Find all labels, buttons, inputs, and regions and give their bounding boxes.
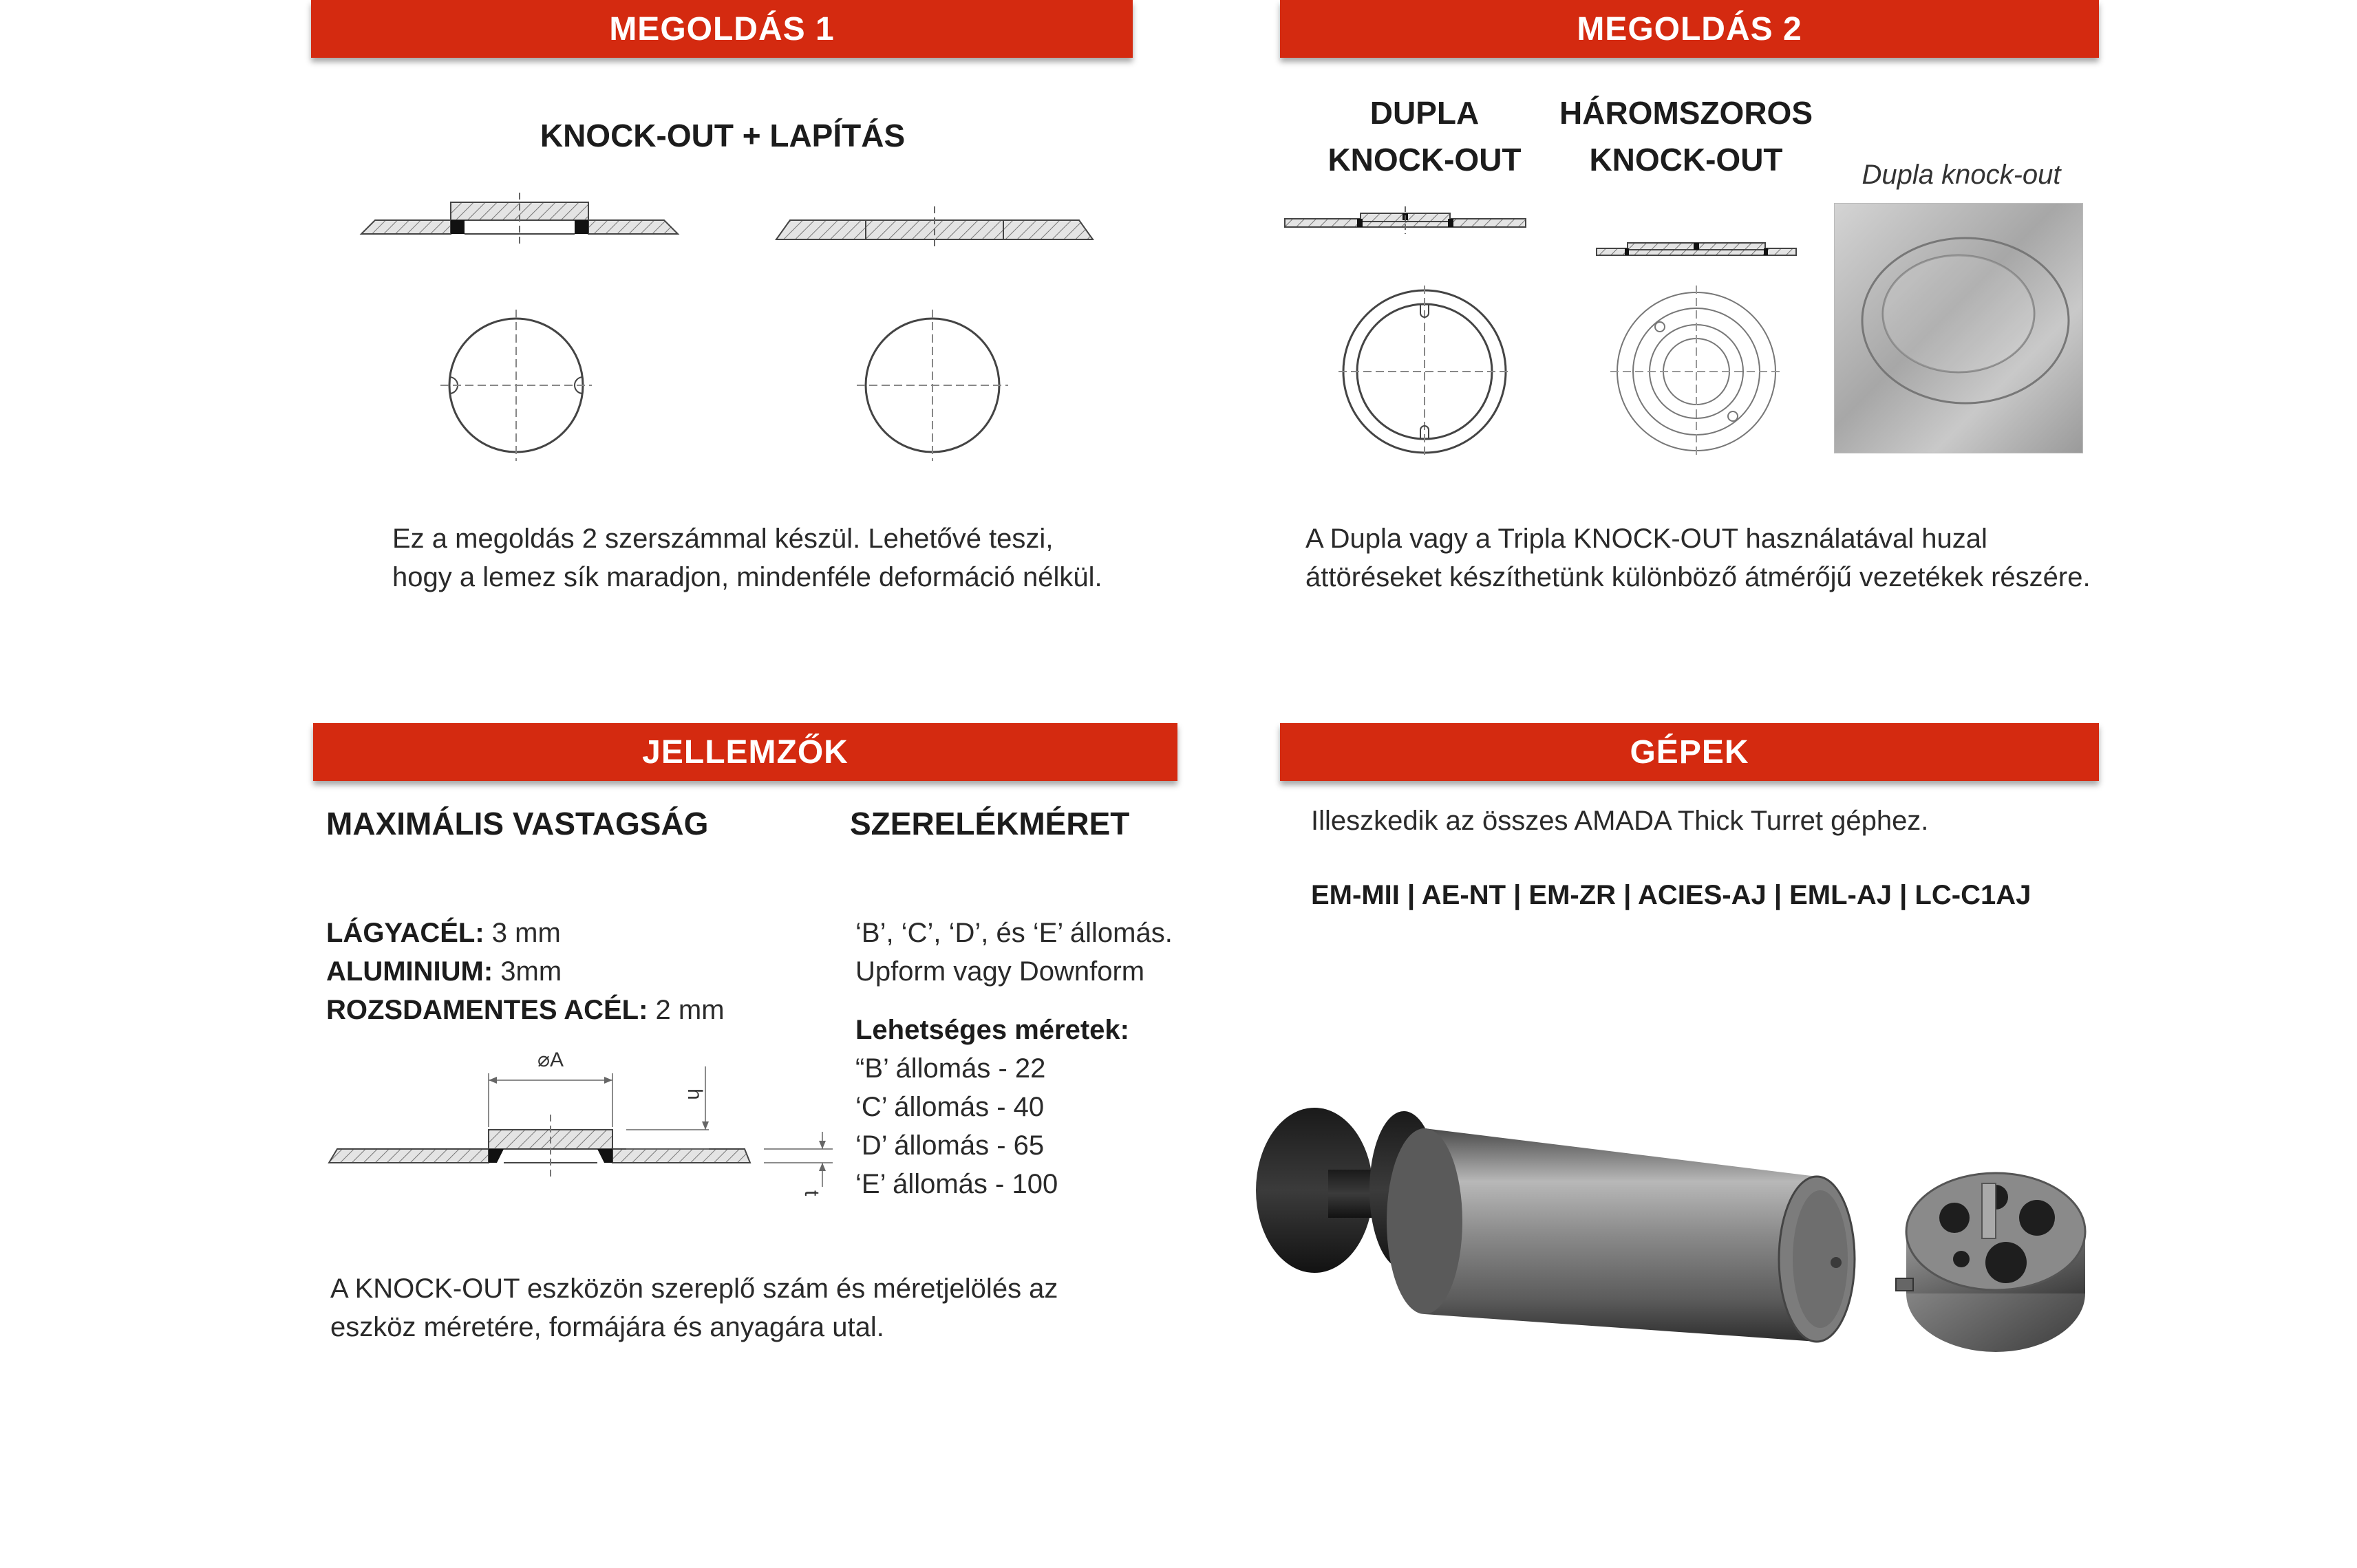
flattened-section-drawing: [769, 206, 1100, 248]
flattened-top-view-drawing: [857, 310, 1008, 461]
triple-knockout-top-view: [1610, 286, 1782, 458]
solution1-description: Ez a megoldás 2 szerszámmal készül. Lehetővé teszi, hogy a lemez sík maradjon, mindenféle deformáció nélkül.: [392, 524, 1102, 592]
solution1-subtitle: KNOCK-OUT + LAPÍTÁS: [540, 118, 906, 153]
material-row: ROZSDAMENTES ACÉL: 2 mm: [326, 995, 725, 1025]
triple-knockout-section: [1593, 237, 1800, 261]
machines-banner: GÉPEK: [1280, 723, 2099, 781]
height-label: h: [683, 1088, 706, 1100]
machine-model-list: EM-MII | AE-NT | EM-ZR | ACIES-AJ | EML-AJ | LC-C1AJ: [1311, 880, 2031, 910]
features-banner: JELLEMZŐK: [313, 723, 1177, 781]
machines-intro: Illeszkedik az összes AMADA Thick Turret géphez.: [1311, 806, 1929, 836]
solution2-banner: MEGOLDÁS 2: [1280, 0, 2099, 58]
double-knockout-section: [1281, 206, 1529, 234]
dimension-drawing: [323, 1039, 833, 1218]
double-knockout-top-view: [1339, 286, 1511, 458]
knockout-top-view-drawing: [440, 310, 592, 461]
material-list: [326, 914, 725, 1029]
solution2-description: A Dupla vagy a Tripla KNOCK-OUT használatával huzal áttöréseket készíthetünk különböző átmérőjű vezetékek részére.: [1305, 524, 2091, 592]
double-knockout-title: DUPLA KNOCK-OUT: [1327, 95, 1522, 178]
max-thickness-title: MAXIMÁLIS VASTAGSÁG: [326, 806, 709, 841]
material-row: LÁGYACÉL: 3 mm: [326, 918, 561, 948]
double-knockout-photo: [1834, 203, 2083, 453]
material-row: ALUMINIUM: 3mm: [326, 956, 562, 987]
thickness-label: t: [800, 1190, 823, 1196]
knockout-section-drawing: [354, 193, 685, 248]
mount-size-title: SZERELÉKMÉRET: [850, 806, 1130, 841]
diameter-label: ⌀A: [537, 1049, 564, 1071]
knockout-tool-photo: [1239, 1094, 2120, 1383]
triple-knockout-title: HÁROMSZOROS KNOCK-OUT: [1559, 95, 1813, 178]
photo-caption: Dupla knock-out: [1862, 160, 2061, 190]
solution1-banner: MEGOLDÁS 1: [311, 0, 1133, 58]
knockout-note: A KNOCK-OUT eszközön szereplő szám és méretjelölés az eszköz méretére, formájára és anyagára utal.: [330, 1274, 1058, 1342]
station-info: ‘B’, ‘C’, ‘D’, és ‘E’ állomás. Upform vagy Downform Lehetséges méretek: “B’ állomás - 22 ‘C’ állomás - 40 ‘D’ állomás - 65 ‘E’ állomás - 100: [855, 918, 1173, 1199]
